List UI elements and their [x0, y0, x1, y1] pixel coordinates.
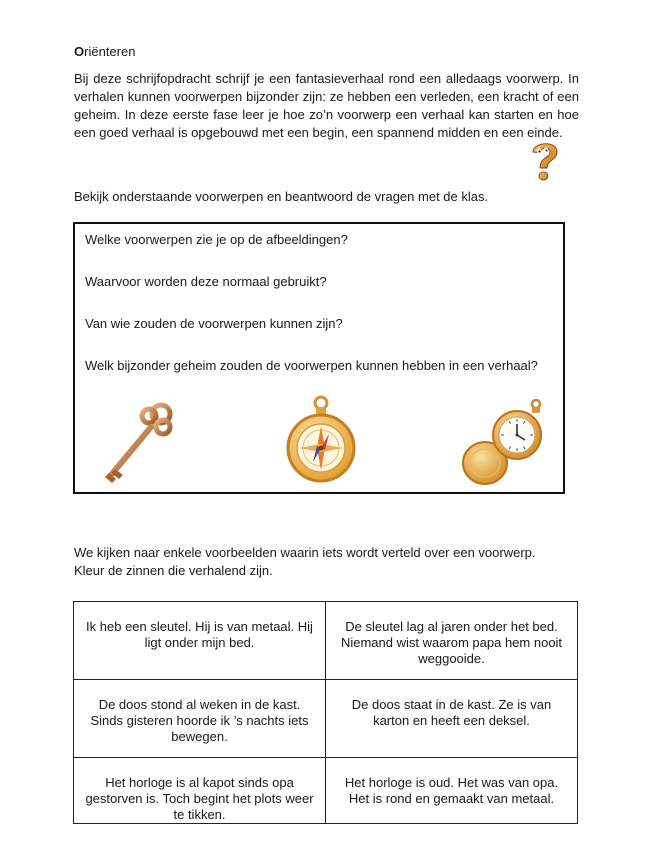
sentence-cell[interactable]: De doos staat in de kast. Ze is van karton en heeft een deksel.	[326, 680, 578, 758]
table-row	[74, 758, 578, 824]
compass-icon	[285, 394, 357, 486]
sentence-cell[interactable]: Het horloge is al kapot sinds opa gestorven is. Toch begint het plots weer te tikken.	[74, 758, 326, 824]
question-2: Waarvoor worden deze normaal gebruikt?	[85, 274, 327, 289]
question-box	[73, 222, 565, 494]
table-row	[74, 680, 578, 758]
sentences-table	[73, 601, 578, 824]
heading-first-letter: O	[74, 44, 85, 59]
question-1: Welke voorwerpen zie je op de afbeeldingen?	[85, 232, 348, 247]
heading-rest: riënteren	[84, 44, 136, 59]
question-3: Van wie zouden de voorwerpen kunnen zijn?	[85, 316, 343, 331]
question-mark-icon	[525, 138, 565, 186]
instruction-2-line-2: Kleur de zinnen die verhalend zijn.	[74, 563, 273, 578]
sentence-cell[interactable]: De sleutel lag al jaren onder het bed. Niemand wist waarom papa hem nooit weggooide.	[326, 602, 578, 680]
page-heading	[74, 44, 135, 59]
intro-paragraph: Bij deze schrijfopdracht schrijf je een fantasieverhaal rond een alledaags voorwerp. In verhalen kunnen voorwerpen bijzonder zijn: ze hebben een verleden, een kracht of een geheim. In deze eerste fase leer je hoe zo’n voorwerp een verhaal kan starten en hoe een goed verhaal is opgebouwd met een begin, een spannend midden en een einde.	[74, 71, 579, 140]
pocket-watch-icon	[459, 399, 555, 489]
sentence-cell[interactable]: De doos stond al weken in de kast. Sinds gisteren hoorde ik ’s nachts iets bewegen.	[74, 680, 326, 758]
sentence-cell[interactable]: Ik heb een sleutel. Hij is van metaal. Hij ligt onder mijn bed.	[74, 602, 326, 680]
instruction-1: Bekijk onderstaande voorwerpen en beantwoord de vragen met de klas.	[74, 189, 489, 204]
sentence-cell[interactable]: Het horloge is oud. Het was van opa. Het is rond en gemaakt van metaal.	[326, 758, 578, 824]
key-icon	[99, 399, 179, 485]
table-row	[74, 602, 578, 680]
question-4: Welk bijzonder geheim zouden de voorwerpen kunnen hebben in een verhaal?	[85, 358, 538, 373]
instruction-2-line-1: We kijken naar enkele voorbeelden waarin iets wordt verteld over een voorwerp.	[74, 545, 536, 560]
instruction-2	[74, 544, 579, 580]
